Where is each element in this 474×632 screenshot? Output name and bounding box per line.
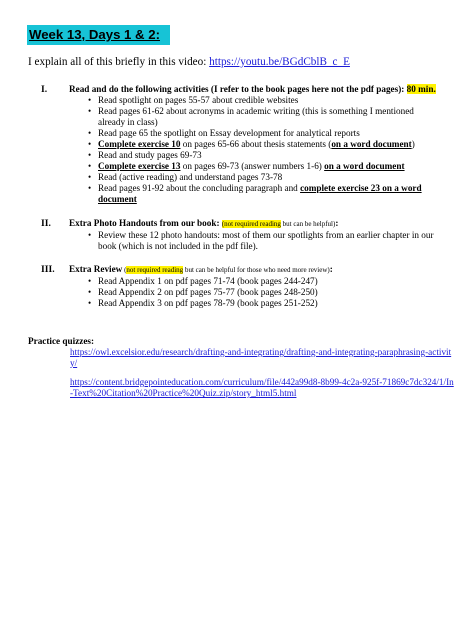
video-link[interactable]: https://youtu.be/BGdCblB_c_E [209, 56, 350, 68]
paren-close: ) [411, 139, 415, 149]
section-1-heading [69, 84, 436, 95]
list-item-text: Read page 65 the spotlight on Essay development for analytical reports [98, 128, 360, 138]
not-required-badge: (not required reading [221, 220, 281, 228]
list-item-text: Read Appendix 2 on pdf pages 75-77 (book pages 248-250) [98, 287, 318, 297]
section-3-heading-text: Extra Review [69, 264, 123, 274]
exercise-10-label: Complete exercise 10 [98, 139, 181, 149]
list-item-text [98, 161, 443, 172]
section-3-paren: ( [122, 266, 127, 274]
exercise-13-label: Complete exercise 13 [98, 161, 181, 171]
list-item-text: Read pages 61-62 about acronyms in academic writing (this is something I mentioned already in class) [98, 106, 414, 127]
concluding-para-text: Read pages 91-92 about the concluding paragraph and [98, 183, 301, 193]
section-3-number: III. [41, 264, 55, 275]
section-1-time: 80 min. [406, 84, 436, 94]
bullet-icon: • [88, 230, 92, 240]
word-doc-label: on a word document [331, 139, 412, 149]
list-item-text: Review these 12 photo handouts: most of them our spotlights from an earlier chapter in our book (which is not included in the pdf file). [98, 230, 434, 251]
section-2-number: II. [41, 218, 51, 229]
section-2-colon: : [335, 218, 339, 228]
list-item-text: Read Appendix 1 on pdf pages 71-74 (book pages 244-247) [98, 276, 318, 286]
quiz-link-owl[interactable]: https://owl.excelsior.edu/research/drafting-and-integrating/drafting-and-integrating-paraphrasing-activity/ [70, 347, 452, 368]
section-1-heading-text: Read and do the following activities (I refer to the book pages here not the pdf pages): [69, 84, 405, 94]
list-item-text: Read (active reading) and understand pages 73-78 [98, 172, 283, 182]
exercise-13-desc: on pages 69-73 (answer numbers 1-6) [180, 161, 325, 171]
list-item-text: Read spotlight on pages 55-57 about credible websites [98, 95, 299, 105]
list-item-text: Read Appendix 3 on pdf pages 78-79 (book pages 251-252) [98, 298, 318, 308]
list-item-text [98, 139, 443, 150]
section-3-colon: : [329, 264, 333, 274]
bullet-icon: • [88, 128, 92, 138]
bullet-icon: • [88, 287, 92, 297]
section-3-note: but can be helpful for those who need more review) [183, 266, 330, 274]
bullet-icon: • [88, 150, 92, 160]
quiz-link-bridgepoint[interactable]: https://content.bridgepointeducation.com/curriculum/file/442a99d8-8b99-4c2a-925f-71869c7dc324/1/In-Text%20Citation%20Practice%20Quiz.zip/story_html5.html [70, 377, 454, 398]
exercise-10-desc: on pages 65-66 about thesis statements ( [180, 139, 332, 149]
word-doc-label: on a word document [324, 161, 405, 171]
bullet-icon: • [88, 139, 92, 149]
not-required-badge: not required reading [126, 266, 184, 274]
section-3-heading [69, 264, 333, 276]
bullet-icon: • [88, 183, 92, 193]
bullet-icon: • [88, 95, 92, 105]
section-2-heading [69, 218, 338, 230]
bullet-icon: • [88, 106, 92, 116]
quizzes-heading: Practice quizzes: [28, 336, 95, 346]
list-item-text [98, 183, 438, 205]
exercise-23-label: complete exercise 23 on a word document [98, 183, 422, 204]
bullet-icon: • [88, 161, 92, 171]
page-title: Week 13, Days 1 & 2: [29, 27, 160, 42]
bullet-icon: • [88, 172, 92, 182]
bullet-icon: • [88, 298, 92, 308]
list-item-text: Read and study pages 69-73 [98, 150, 202, 160]
section-2-note: but can be helpful) [280, 220, 336, 228]
section-2-heading-text: Extra Photo Handouts from our book: [69, 218, 220, 228]
intro-text: I explain all of this briefly in this video: [28, 56, 210, 68]
section-1-number: I. [41, 84, 48, 95]
bullet-icon: • [88, 276, 92, 286]
intro-line [28, 56, 350, 69]
